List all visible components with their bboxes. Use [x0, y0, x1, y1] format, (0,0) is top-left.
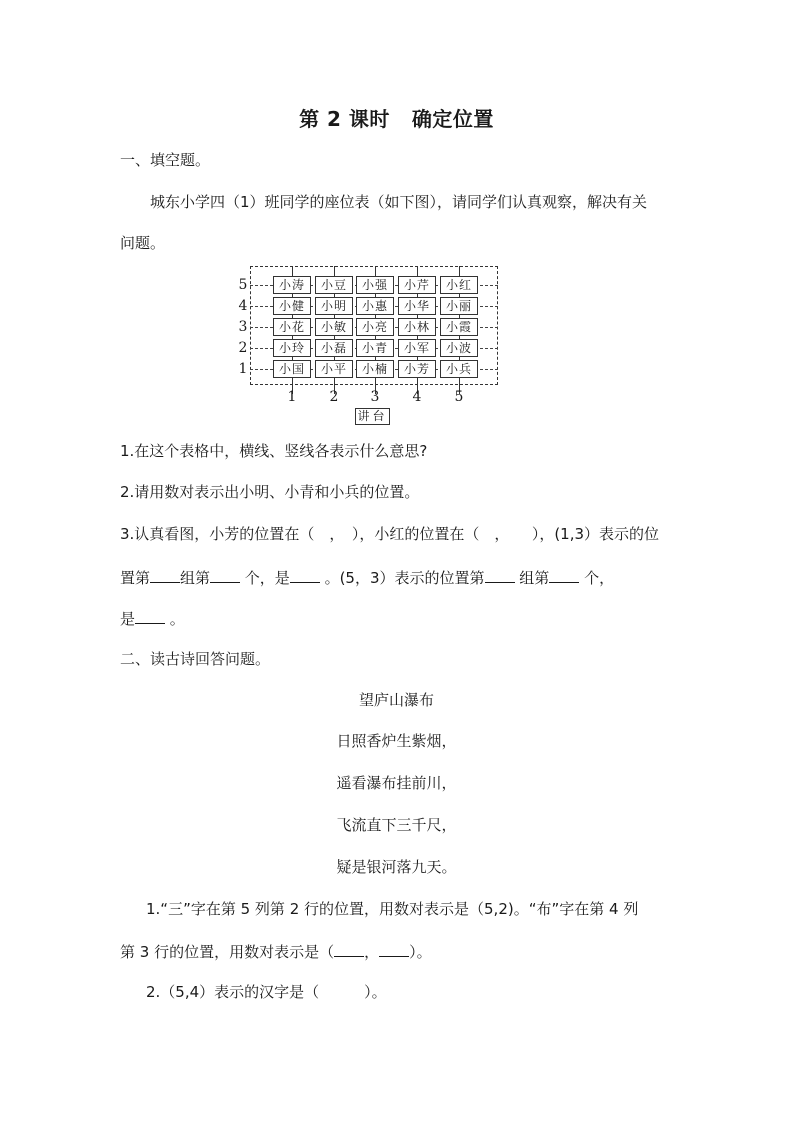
q3-text: 。(5，3）表示的位置第	[319, 569, 485, 587]
answer-blank[interactable]	[334, 940, 364, 957]
col-label: 2	[329, 389, 339, 405]
question-3-line-1: 3.认真看图，小芳的位置在（ ， ），小红的位置在（ ， ），(1,3）表示的位	[120, 525, 660, 543]
lesson-number: 第 2 课时	[299, 107, 390, 131]
col-label: 5	[454, 389, 464, 405]
sq1-text: ，	[364, 943, 380, 961]
poem-line: 疑是银河落九天。	[336, 858, 457, 876]
sq1-text: 第 3 行的位置，用数对表示是（	[120, 943, 335, 961]
q3-text: 是	[120, 610, 136, 628]
intro-line-1: 城东小学四（1）班同学的座位表（如下图），请同学们认真观察，解决有关	[150, 193, 648, 211]
seat-cell: 小磊	[315, 339, 353, 357]
answer-blank[interactable]	[150, 566, 180, 583]
poem-line: 日照香炉生紫烟，	[336, 732, 457, 750]
row-label: 4	[238, 298, 248, 314]
section1-heading: 一、填空题。	[120, 151, 211, 169]
q3-text: 个，是	[240, 569, 290, 587]
answer-blank[interactable]	[135, 607, 165, 624]
col-label: 4	[412, 389, 422, 405]
q3-text: 置第	[120, 569, 151, 587]
seat-cell: 小亮	[356, 318, 394, 336]
seat-cell: 小国	[273, 360, 311, 378]
poem-title: 望庐山瀑布	[358, 691, 434, 709]
col-label: 3	[370, 389, 380, 405]
seat-cell: 小强	[356, 276, 394, 294]
seat-cell: 小惠	[356, 297, 394, 315]
q3-text: 组第	[180, 569, 211, 587]
seat-cell: 小波	[440, 339, 478, 357]
question-2: 2.请用数对表示出小明、小青和小兵的位置。	[120, 483, 420, 501]
answer-blank[interactable]	[210, 566, 240, 583]
seat-cell: 小丽	[440, 297, 478, 315]
row-label: 3	[238, 319, 248, 335]
section2-heading: 二、读古诗回答问题。	[120, 650, 271, 668]
seat-cell: 小健	[273, 297, 311, 315]
seat-cell: 小平	[315, 360, 353, 378]
answer-blank[interactable]	[549, 566, 579, 583]
seat-cell: 小豆	[315, 276, 353, 294]
page-title	[0, 106, 793, 132]
q3-text: 。	[165, 610, 185, 628]
answer-blank[interactable]	[290, 566, 320, 583]
seat-cell: 小涛	[273, 276, 311, 294]
seat-cell: 小霞	[440, 318, 478, 336]
seat-cell: 小楠	[356, 360, 394, 378]
seat-cell: 小芳	[398, 360, 436, 378]
col-label: 1	[287, 389, 297, 405]
sub-question-1-line-1: 1.“三”字在第 5 列第 2 行的位置，用数对表示是（5,2)。“布”字在第 4 列	[146, 900, 639, 918]
poem-line: 飞流直下三千尺，	[336, 816, 457, 834]
sub-question-1-line-2	[120, 940, 432, 962]
poem-line: 遥看瀑布挂前川，	[336, 774, 457, 792]
answer-blank[interactable]	[485, 566, 515, 583]
seat-cell: 小华	[398, 297, 436, 315]
lesson-topic: 确定位置	[411, 107, 494, 131]
seat-cell: 小花	[273, 318, 311, 336]
sq1-text: ）。	[409, 943, 432, 961]
row-label: 1	[238, 361, 248, 377]
row-label: 5	[238, 277, 248, 293]
sub-question-2: 2.（5,4）表示的汉字是（ ）。	[146, 983, 387, 1001]
question-1: 1.在这个表格中，横线、竖线各表示什么意思?	[120, 442, 428, 460]
question-3-line-2	[120, 566, 614, 588]
seating-chart	[230, 260, 510, 430]
seat-cell: 小敏	[315, 318, 353, 336]
q3-text: 组第	[514, 569, 550, 587]
seat-cell: 小明	[315, 297, 353, 315]
q3-text: 个，	[579, 569, 615, 587]
answer-blank[interactable]	[379, 940, 409, 957]
seat-cell: 小青	[356, 339, 394, 357]
seat-cell: 小芹	[398, 276, 436, 294]
intro-line-2: 问题。	[120, 234, 166, 252]
seat-cell: 小军	[398, 339, 436, 357]
row-label: 2	[238, 340, 248, 356]
seat-cell: 小红	[440, 276, 478, 294]
podium-label: 讲台	[355, 408, 390, 425]
seat-cell: 小林	[398, 318, 436, 336]
question-3-line-3	[120, 607, 185, 629]
seat-cell: 小兵	[440, 360, 478, 378]
seat-cell: 小玲	[273, 339, 311, 357]
